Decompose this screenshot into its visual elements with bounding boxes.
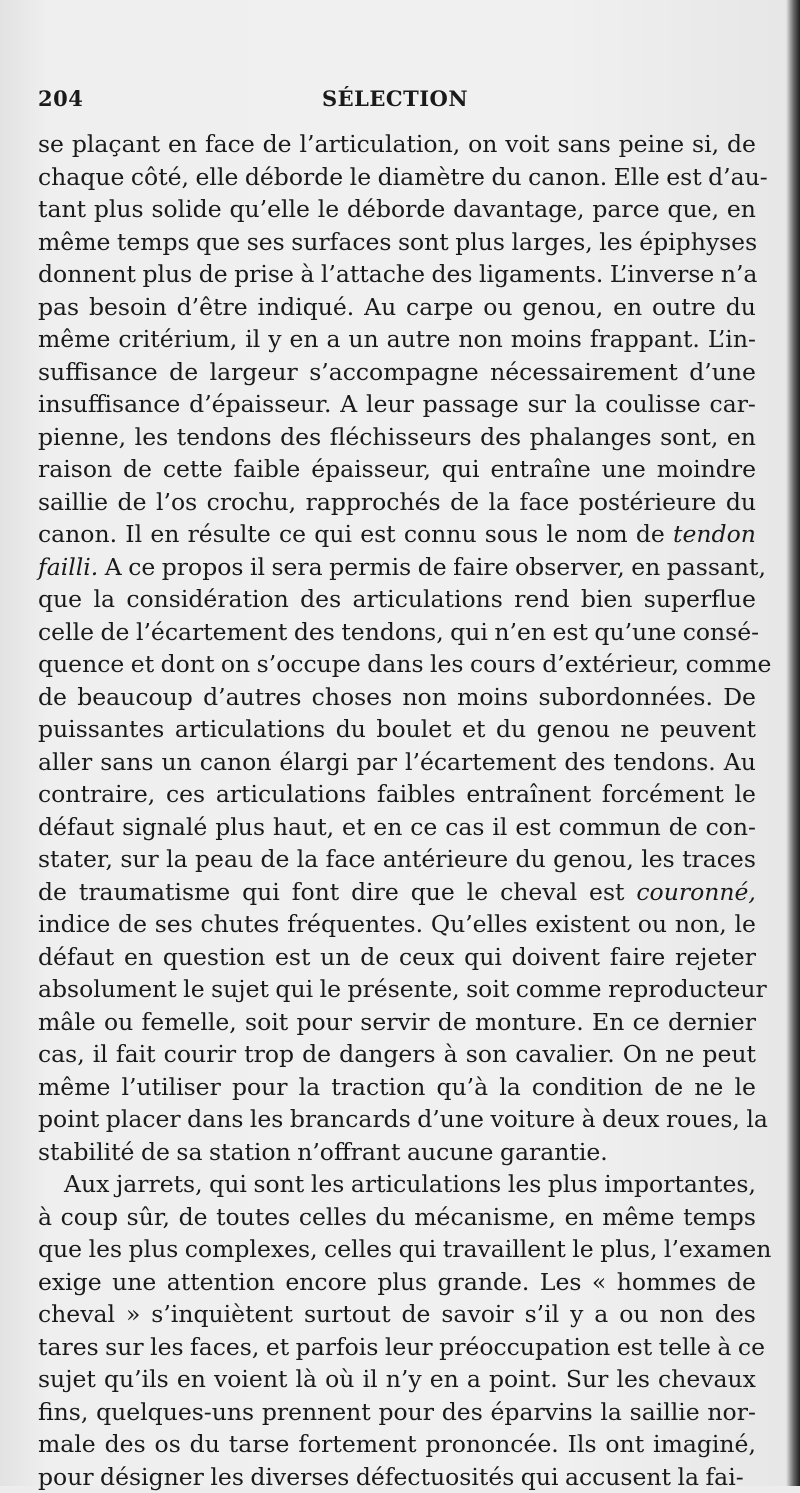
text-line: même temps que ses surfaces sont plus larges, les épiphyses — [38, 226, 756, 259]
text-line: aller sans un canon élargi par l’écartement des tendons. Au — [38, 746, 756, 779]
body-text — [38, 128, 756, 1493]
text-line: contraire, ces articulations faibles entraînent forcément le — [38, 778, 756, 811]
text-line: à coup sûr, de toutes celles du mécanisme, en même temps — [38, 1201, 756, 1234]
text-line: de traumatisme qui font dire que le cheval est couronné, — [38, 876, 756, 909]
text-line: puissantes articulations du boulet et du genou ne peuvent — [38, 713, 756, 746]
text-line: que les plus complexes, celles qui travaillent le plus, l’examen — [38, 1233, 756, 1266]
text-line: failli. A ce propos il sera permis de faire observer, en passant, — [38, 551, 756, 584]
text-line: même critérium, il y en a un autre non moins frappant. L’in- — [38, 323, 756, 356]
text-line: cheval » s’inquiètent surtout de savoir s’il y a ou non des — [38, 1298, 756, 1331]
text-line: chaque côté, elle déborde le diamètre du canon. Elle est d’au- — [38, 161, 756, 194]
text-line: se plaçant en face de l’articulation, on voit sans peine si, de — [38, 128, 756, 161]
text-line: pienne, les tendons des fléchisseurs des phalanges sont, en — [38, 421, 756, 454]
text-line: que la considération des articulations rend bien superflue — [38, 583, 756, 616]
book-spine-shadow — [786, 0, 800, 1486]
text-line: mâle ou femelle, soit pour servir de monture. En ce dernier — [38, 1006, 756, 1039]
text-line: défaut en question est un de ceux qui doivent faire rejeter — [38, 941, 756, 974]
page-number: 204 — [38, 86, 83, 111]
text-line: stabilité de sa station n’offrant aucune garantie. — [38, 1136, 756, 1169]
text-line: donnent plus de prise à l’attache des ligaments. L’inverse n’a — [38, 258, 756, 291]
text-line: raison de cette faible épaisseur, qui entraîne une moindre — [38, 453, 756, 486]
text-line: canon. Il en résulte ce qui est connu sous le nom de tendon — [38, 518, 756, 551]
text-line: absolument le sujet qui le présente, soit comme reproducteur — [38, 973, 756, 1006]
italic-term: failli. — [38, 553, 98, 581]
text-line: male des os du tarse fortement prononcée. Ils ont imaginé, — [38, 1428, 756, 1461]
text-line: insuffisance d’épaisseur. A leur passage sur la coulisse car- — [38, 388, 756, 421]
italic-term: couronné, — [636, 878, 755, 906]
italic-term: tendon — [673, 520, 756, 548]
text-line: même l’utiliser pour la traction qu’à la condition de ne le — [38, 1071, 756, 1104]
text-line: indice de ses chutes fréquentes. Qu’elles existent ou non, le — [38, 908, 756, 941]
running-title: SÉLECTION — [38, 86, 752, 111]
text-line: pour désigner les diverses défectuosités qui accusent la fai- — [38, 1461, 756, 1493]
text-line: de beaucoup d’autres choses non moins subordonnées. De — [38, 681, 756, 714]
text-line: exige une attention encore plus grande. Les « hommes de — [38, 1266, 756, 1299]
text-line: tant plus solide qu’elle le déborde davantage, parce que, en — [38, 193, 756, 226]
text-line: sujet qu’ils en voient là où il n’y en a point. Sur les chevaux — [38, 1363, 756, 1396]
page-header — [38, 86, 752, 120]
text-line: pas besoin d’être indiqué. Au carpe ou genou, en outre du — [38, 291, 756, 324]
text-line: stater, sur la peau de la face antérieure du genou, les traces — [38, 843, 756, 876]
text-line: défaut signalé plus haut, et en ce cas il est commun de con- — [38, 811, 756, 844]
text-line: Aux jarrets, qui sont les articulations les plus importantes, — [38, 1168, 756, 1201]
text-line: suffisance de largeur s’accompagne nécessairement d’une — [38, 356, 756, 389]
text-line: cas, il fait courir trop de dangers à son cavalier. On ne peut — [38, 1038, 756, 1071]
text-line: saillie de l’os crochu, rapprochés de la face postérieure du — [38, 486, 756, 519]
text-line: celle de l’écartement des tendons, qui n’en est qu’une consé- — [38, 616, 756, 649]
text-line: tares sur les faces, et parfois leur préoccupation est telle à ce — [38, 1331, 756, 1364]
text-line: quence et dont on s’occupe dans les cours d’extérieur, comme — [38, 648, 756, 681]
text-line: fins, quelques-uns prennent pour des éparvins la saillie nor- — [38, 1396, 756, 1429]
text-line: point placer dans les brancards d’une voiture à deux roues, la — [38, 1103, 756, 1136]
